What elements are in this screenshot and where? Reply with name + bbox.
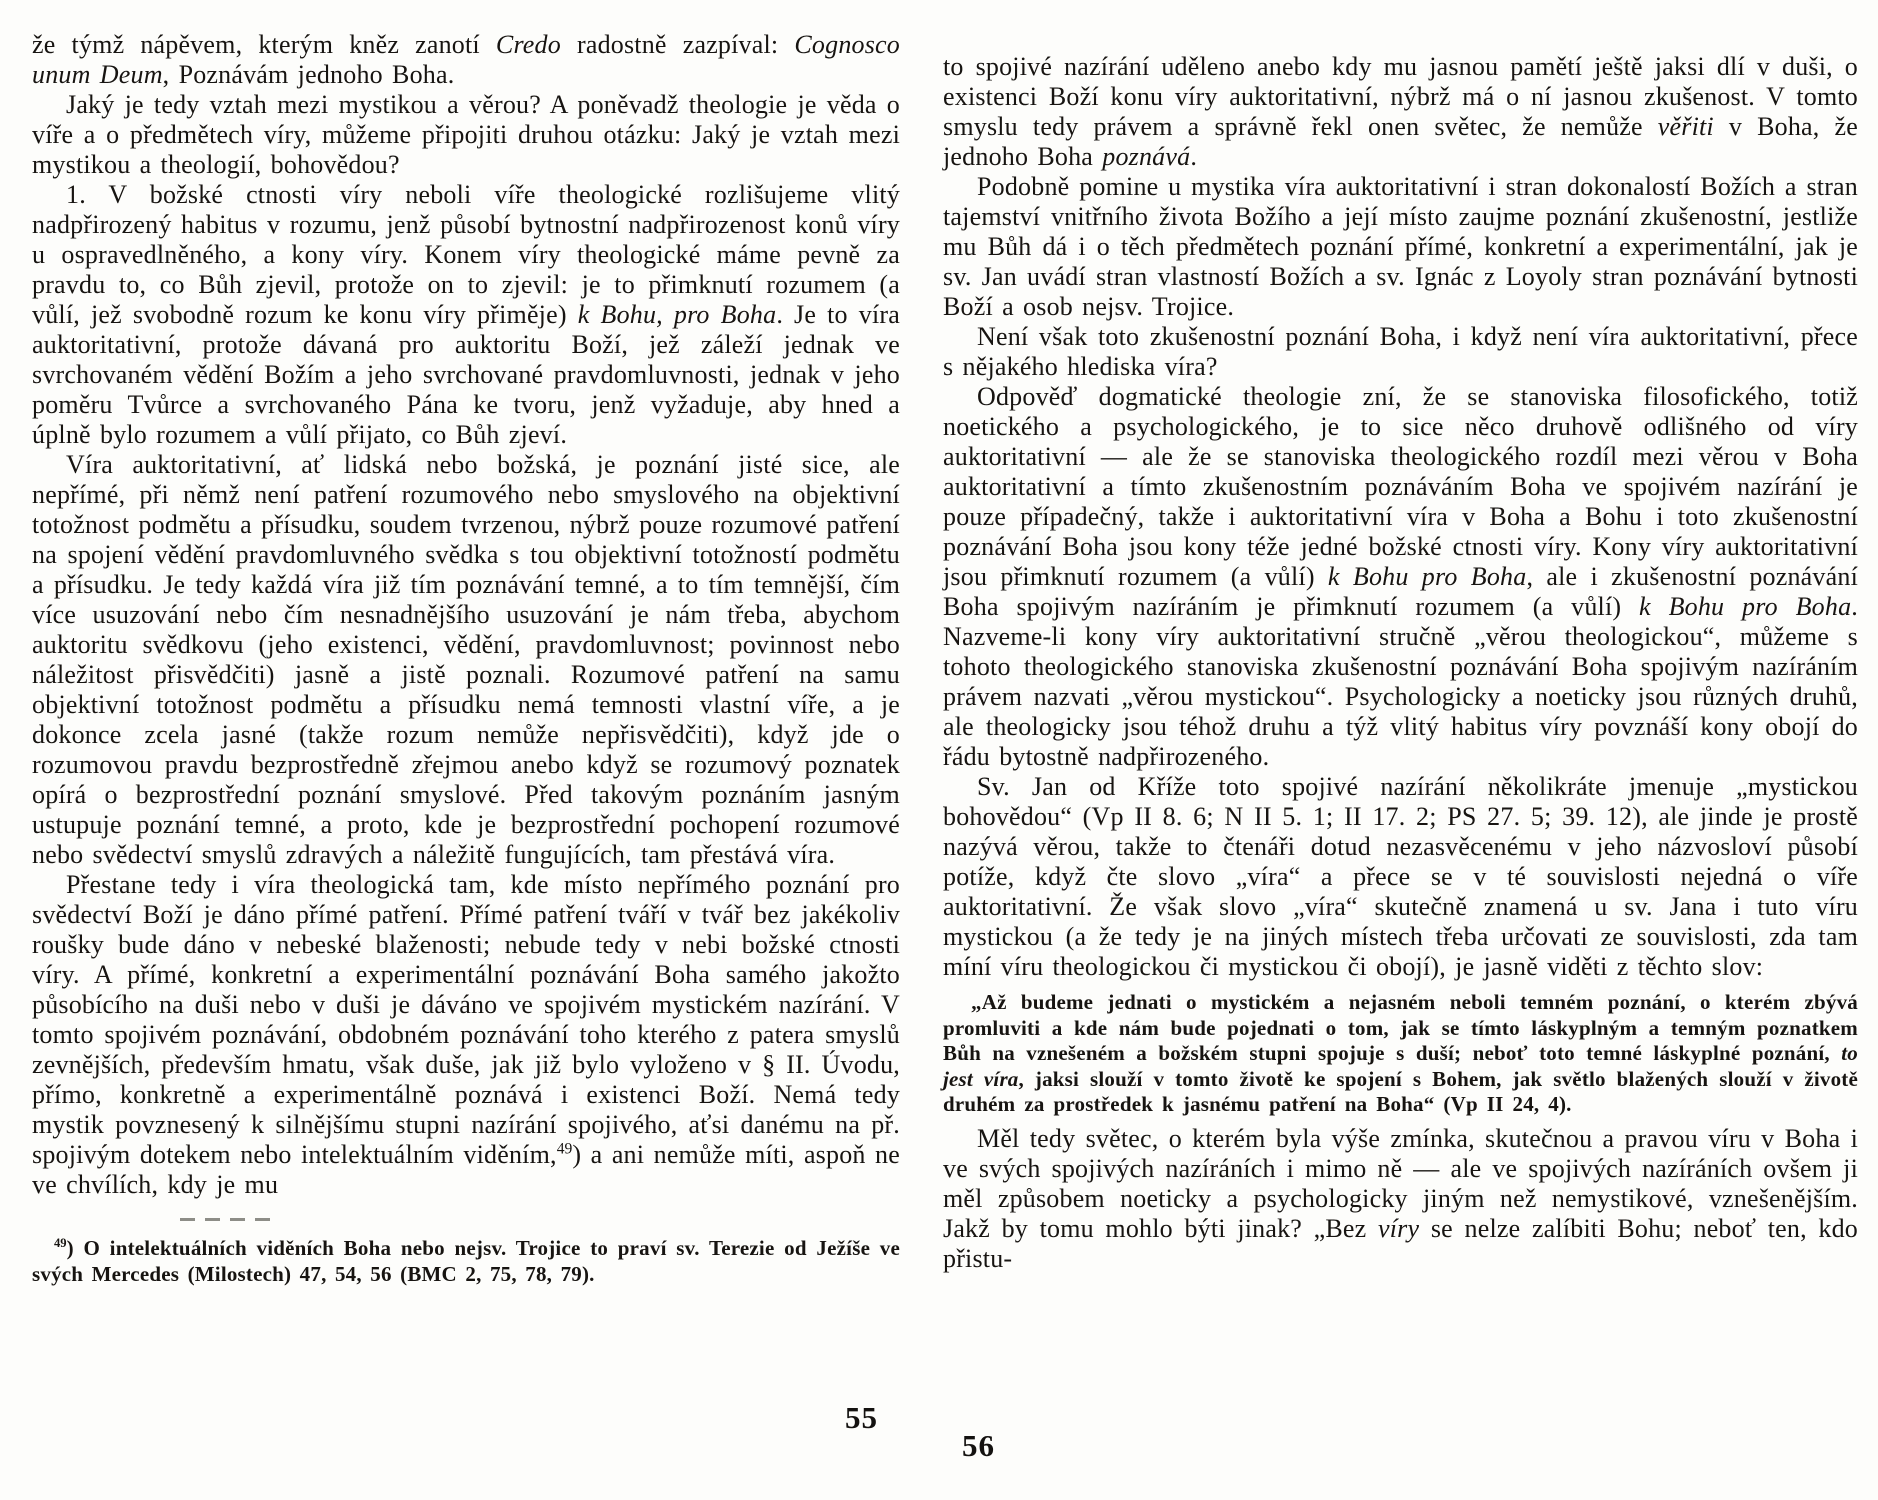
paragraph: 1. V božské ctnosti víry neboli víře theologické rozlišujeme vlitý nadpřirozený habitus v rozumu, jenž působí bytnostní nadpřirozenost konů víry u ospravedlněného, a kony víry. Konem víry theologické máme pevně za pravdu to, co Bůh zjevil, protože on to zjevil: je to přimknutí rozumem (a vůlí, jež svobodně rozum ke konu víry přiměje) k Bohu, pro Boha. Je to víra auktoritativní, protože dávaná pro auktoritu Boží, jež záleží jednak ve svrchovaném vědění Božím a jeho svrchované pravdomluvnosti, jednak v jeho poměru Tvůrce a svrchovaného Pána ke tvoru, jenž vyžaduje, aby hned a úplně bylo rozumem a vůlí přijato, co Bůh zjeví. — [32, 180, 900, 449]
paragraph: Měl tedy světec, o kterém byla výše zmínka, skutečnou a pravou víru v Boha i ve svých spojivých nazíráních i mimo ně — ale ve spojivých nazíráních ovšem ji měl způsobem noeticky a psychologicky jiným než nemystikové, vznešenějším. Jakž by tomu mohlo býti jinak? „Bez víry se nelze zalíbiti Bohu; neboť ten, kdo přistu- — [943, 1123, 1859, 1273]
paragraph: Není však toto zkušenostní poznání Boha, i když není víra auktoritativní, přece s nějakého hlediska víra? — [943, 322, 1858, 381]
paragraph: Podobně pomine u mystika víra auktoritativní i stran dokonalostí Božích a stran tajemství vnitřního života Božího a její místo zaujme poznání zkušenostní, jestliže mu Bůh dá i o těch předmětech poznání přímé, konkretní a experimentální, jak je sv. Jan uvádí stran vlastností Božích a sv. Ignác z Loyoly stran poznávání bytnosti Boží a osob nejsv. Trojice. — [943, 172, 1858, 321]
footnote: $^{49}$) O intelektuálních viděních Boha nebo nejsv. Trojice to praví sv. Terezie od Ježíše ve svých Mercedes (Milostech) 47, 54, 56 (BMC 2, 75, 78, 79). — [32, 1236, 900, 1286]
page-56-text-column — [943, 52, 1858, 1274]
page-55 — [32, 30, 900, 1287]
page-number-56: 56 — [962, 1428, 995, 1463]
footnote-separator — [180, 1218, 272, 1221]
paragraph: Jaký je tedy vztah mezi mystikou a věrou? A poněvadž theologie je věda o víře a o předmětech víry, můžeme připojiti druhou otázku: Jaký je vztah mezi mystikou a theologií, bohovědou? — [32, 90, 900, 179]
paragraph: Sv. Jan od Kříže toto spojivé nazírání několikráte jmenuje „mystickou bohovědou“ (Vp II 8. 6; N II 5. 1; II 17. 2; PS 27. 5; 39. 12), ale jinde je prostě nazývá věrou, takže to čtenáři dotud nezasvěcenému v jeho názvosloví působí potíže, když čte slovo „víra“ a přece se v té souvislosti nejedná o víře auktoritativní. Že však slovo „víra“ skutečně znamená u sv. Jana i tuto víru mystickou (a že tedy je na jiných místech třeba určovati ze souvislosti, zda tam míní víru theologickou či mystickou či obojí), je jasně viděti z těchto slov: — [943, 772, 1858, 981]
paragraph: Přestane tedy i víra theologická tam, kde místo nepřímého poznání pro svědectví Boží je dáno přímé patření. Přímé patření tváří v tvář bez jakékoliv roušky bude dáno v nebeské blaženosti; nebude tedy v nebi božské ctnosti víry. A přímé, konkretní a experimentální poznávání Boha samého jakožto působícího na duši nebo v duši je dáváno ve spojivém mystickém nazírání. V tomto spojivém poznávání, obdobném poznávání toho kterého z patera smyslů zevnějších, především hmatu, však duše, jak již bylo vyloženo v § II. Úvodu, přímo, konkretně a experimentálně poznává i existenci Boží. Nemá tedy mystik povznesený k silnějšímu stupni nazírání spojivého, aťsi danému na př. spojivým dotekem nebo intelektuálním viděním,$^{49}$) a ani nemůže míti, aspoň ne ve chvílích, kdy je mu — [32, 870, 900, 1199]
paragraph: to spojivé nazírání uděleno anebo kdy mu jasnou pamětí ještě jaksi dlí v duši, o existenci Boží konu víry auktoritativní, nýbrž má o ní jasnou zkušenost. V tomto smyslu tedy právem a správně řekl onen světec, že nemůže věřiti v Boha, že jednoho Boha poznává. — [943, 52, 1858, 171]
page-55-text-column — [32, 30, 900, 1287]
quote: „Až budeme jednati o mystickém a nejasném neboli temném poznání, o kterém zbývá promluviti a kde nám bude pojednati o tom, jak se tímto láskyplným a temným poznatkem Bůh na vznešeném a božském stupni spojuje s duší; neboť toto temné láskyplné poznání, to jest víra, jaksi slouží v tomto životě ke spojení s Bohem, jak světlo blažených slouží v životě druhém za prostředek k jasnému patření na Boha“ (Vp II 24, 4). — [943, 990, 1858, 1116]
page-56 — [943, 52, 1858, 1274]
paragraph: Odpověď dogmatické theologie zní, že se stanoviska filosofického, totiž noetického a psychologického, je to sice něco druhově odlišného od víry auktoritativní — ale že se stanoviska theologického rozdíl mezi věrou v Boha auktoritativní a tímto zkušenostním poznáváním Boha ve spojivém nazírání je pouze případečný, takže i auktoritativní víra v Boha a Bohu i toto zkušenostní poznávání Boha jsou kony téže jedné božské ctnosti víry. Kony víry auktoritativní jsou přimknutí rozumem (a vůlí) k Bohu pro Boha, ale i zkušenostní poznávání Boha spojivým nazíráním je přimknutí rozumem (a vůlí) k Bohu pro Boha. Nazveme-li kony víry auktoritativní stručně „věrou theologickou“, můžeme s tohoto theologického stanoviska zkušenostní poznávání Boha spojivým nazíráním právem nazvati „věrou mystickou“. Psychologicky a noeticky jsou různých druhů, ale theologicky jsou téhož druhu a týž vlitý habitus víry povznáší kony obojí do řádu bytostně nadpřirozeného. — [943, 382, 1858, 771]
page-number-55: 55 — [845, 1400, 878, 1435]
paragraph: že týmž nápěvem, kterým kněz zanotí Credo radostně zazpíval: Cognosco unum Deum, Poznávám jednoho Boha. — [32, 30, 900, 89]
paragraph: Víra auktoritativní, ať lidská nebo božská, je poznání jisté sice, ale nepřímé, při němž není patření rozumového nebo smyslového na objektivní totožnost podmětu a přísudku, soudem tvrzenou, nýbrž pouze rozumové patření na spojení vědění pravdomluvného svědka s tou objektivní totožností podmětu a přísudku. Je tedy každá víra již tím poznávání temné, a to tím temnější, čím více usuzování nebo čím nesnadnějšího usuzování je nám třeba, abychom auktoritu svědkovu (jeho existenci, vědění, pravdomluvnost; povinnost nebo náležitost přisvědčiti) jasně a jistě poznali. Rozumové patření na samu objektivní totožnost podmětu a přísudku nemá temnosti vlastní víře, a je dokonce zcela jasné (takže rozum nemůže nepřisvědčiti), když jde o rozumovou pravdu bezprostředně zřejmou anebo když se rozumový poznatek opírá o bezprostřední poznání smyslové. Před takovým poznáním jasným ustupuje poznání temné, a proto, kde je bezprostřední pochopení rozumové nebo svědectví smyslů zdravých a náležitě fungujících, tam přestává víra. — [32, 450, 900, 869]
